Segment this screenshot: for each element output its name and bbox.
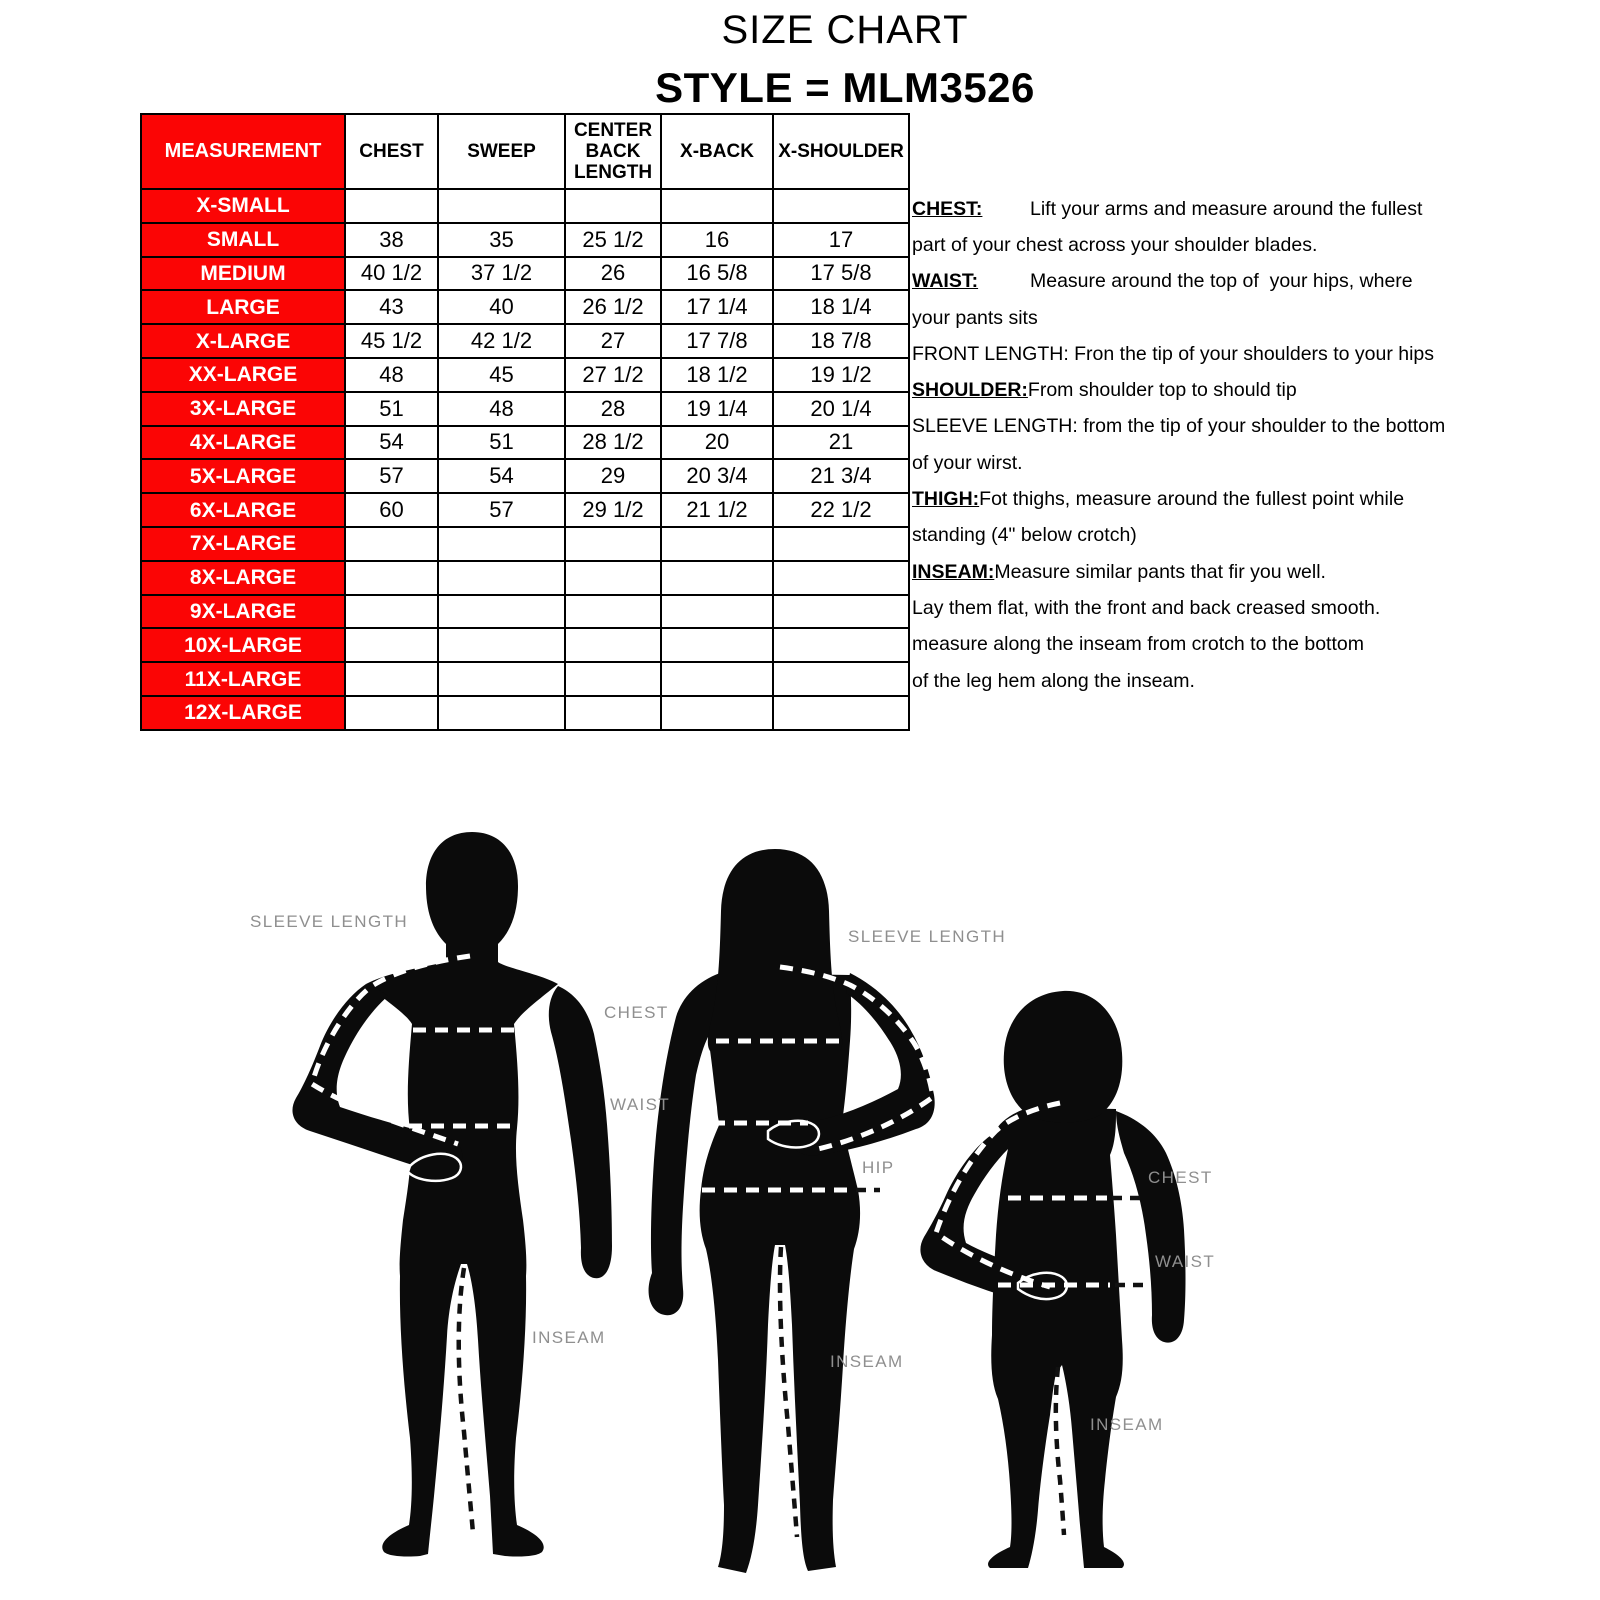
value-cell: 19 1/4: [661, 392, 773, 426]
instruction-text: From shoulder top to should tip: [1027, 379, 1297, 402]
value-cell: [565, 527, 661, 561]
value-cell: 57: [345, 459, 438, 493]
value-cell: 45 1/2: [345, 324, 438, 358]
instruction-line: [912, 481, 1432, 517]
size-label-cell: 7X-LARGE: [141, 527, 345, 561]
value-cell: 29 1/2: [565, 493, 661, 527]
size-label-cell: 10X-LARGE: [141, 628, 345, 662]
instruction-line: [912, 191, 1432, 227]
size-table: [140, 113, 910, 731]
table-row: [141, 324, 909, 358]
size-label-cell: MEDIUM: [141, 257, 345, 291]
value-cell: [438, 696, 565, 730]
value-cell: [345, 696, 438, 730]
value-cell: 45: [438, 358, 565, 392]
table-row: [141, 628, 909, 662]
child-right-arm: [1116, 1111, 1186, 1343]
table-row: [141, 426, 909, 460]
value-cell: 40 1/2: [345, 257, 438, 291]
woman-hand-outline: [768, 1121, 819, 1148]
value-cell: [661, 189, 773, 223]
woman-sleeve-length-label: SLEEVE LENGTH: [848, 927, 1007, 946]
style-number-title: STYLE = MLM3526: [655, 64, 1035, 111]
column-header-chest: CHEST: [345, 114, 438, 189]
instruction-line: [912, 372, 1432, 408]
instruction-text: your pants sits: [912, 306, 1038, 329]
instruction-line: [912, 336, 1435, 372]
value-cell: 22 1/2: [773, 493, 909, 527]
value-cell: 40: [438, 290, 565, 324]
value-cell: 17 7/8: [661, 324, 773, 358]
value-cell: [661, 662, 773, 696]
table-row: [141, 223, 909, 257]
value-cell: 60: [345, 493, 438, 527]
instructions: [912, 191, 1446, 699]
value-cell: [661, 628, 773, 662]
size-label-cell: X-LARGE: [141, 324, 345, 358]
value-cell: 20: [661, 426, 773, 460]
child-body: [920, 1107, 1124, 1568]
instruction-text: Measure similar pants that fir you well.: [994, 560, 1326, 583]
child-inseam-label: INSEAM: [1090, 1415, 1164, 1434]
value-cell: [345, 189, 438, 223]
table-row: [141, 257, 909, 291]
value-cell: 28: [565, 392, 661, 426]
value-cell: 48: [345, 358, 438, 392]
instruction-term: SHOULDER:: [912, 379, 1028, 402]
value-cell: 48: [438, 392, 565, 426]
table-row: [141, 662, 909, 696]
value-cell: [565, 561, 661, 595]
value-cell: 18 1/4: [773, 290, 909, 324]
value-cell: 51: [438, 426, 565, 460]
instruction-line: [912, 445, 1432, 481]
value-cell: 27 1/2: [565, 358, 661, 392]
value-cell: 18 7/8: [773, 324, 909, 358]
value-cell: [661, 696, 773, 730]
value-cell: 18 1/2: [661, 358, 773, 392]
man-inseam-label: INSEAM: [532, 1328, 606, 1347]
value-cell: [773, 595, 909, 629]
instruction-term: THIGH:: [912, 488, 980, 511]
value-cell: 16: [661, 223, 773, 257]
child-inseam-line: [1056, 1367, 1064, 1535]
instruction-text: Measure around the top of your hips, where: [1030, 270, 1413, 293]
value-cell: [565, 662, 661, 696]
instruction-text: measure along the inseam from crotch to the bottom: [912, 633, 1364, 656]
value-cell: 26: [565, 257, 661, 291]
value-cell: [773, 527, 909, 561]
child-head: [1004, 991, 1123, 1123]
instruction-text: part of your chest across your shoulder blades.: [912, 233, 1318, 256]
value-cell: [661, 595, 773, 629]
table-row: [141, 595, 909, 629]
instruction-text: Lift your arms and measure around the fullest: [1030, 197, 1423, 220]
table-row: [141, 696, 909, 730]
woman-inseam-label: INSEAM: [830, 1352, 904, 1371]
instruction-text: Fot thighs, measure around the fullest point while: [979, 488, 1405, 511]
instruction-text: of the leg hem along the inseam.: [912, 669, 1195, 692]
size-label-cell: 5X-LARGE: [141, 459, 345, 493]
value-cell: [438, 527, 565, 561]
value-cell: 17 1/4: [661, 290, 773, 324]
table-row: [141, 358, 909, 392]
child-chest-label: CHEST: [1148, 1168, 1213, 1187]
value-cell: [345, 561, 438, 595]
woman-body: [649, 973, 861, 1573]
value-cell: 37 1/2: [438, 257, 565, 291]
table-row: [141, 561, 909, 595]
child-figure-silhouette: [900, 985, 1240, 1570]
value-cell: [773, 628, 909, 662]
value-cell: 54: [345, 426, 438, 460]
man-sleeve-length-label: SLEEVE LENGTH: [250, 912, 409, 931]
instruction-term: WAIST:: [912, 270, 979, 293]
value-cell: [345, 628, 438, 662]
value-cell: [773, 561, 909, 595]
value-cell: 28 1/2: [565, 426, 661, 460]
size-label-cell: 9X-LARGE: [141, 595, 345, 629]
value-cell: 21 1/2: [661, 493, 773, 527]
table-row: [141, 493, 909, 527]
value-cell: 38: [345, 223, 438, 257]
value-cell: 25 1/2: [565, 223, 661, 257]
instruction-line: [912, 264, 1432, 300]
value-cell: [773, 696, 909, 730]
column-header-x-shoulder: X-SHOULDER: [773, 114, 909, 189]
value-cell: 19 1/2: [773, 358, 909, 392]
value-cell: [438, 189, 565, 223]
column-header-x-back: X-BACK: [661, 114, 773, 189]
value-cell: [565, 595, 661, 629]
table-row: [141, 392, 909, 426]
size-label-cell: SMALL: [141, 223, 345, 257]
size-label-cell: 6X-LARGE: [141, 493, 345, 527]
instruction-line: [912, 300, 1432, 336]
instruction-line: [912, 554, 1432, 590]
value-cell: 57: [438, 493, 565, 527]
size-label-cell: LARGE: [141, 290, 345, 324]
value-cell: [565, 189, 661, 223]
man-inseam-line: [459, 1268, 473, 1533]
instruction-line: [912, 663, 1432, 699]
size-table-body: [141, 189, 909, 730]
value-cell: 21: [773, 426, 909, 460]
instruction-line: [912, 590, 1432, 626]
value-cell: 54: [438, 459, 565, 493]
table-row: [141, 527, 909, 561]
child-waist-label: WAIST: [1155, 1252, 1216, 1271]
value-cell: 42 1/2: [438, 324, 565, 358]
value-cell: [661, 561, 773, 595]
size-table-header-row: [141, 114, 909, 189]
woman-hip-label: HIP: [862, 1158, 895, 1177]
size-label-cell: 8X-LARGE: [141, 561, 345, 595]
value-cell: [345, 527, 438, 561]
value-cell: [565, 696, 661, 730]
size-label-cell: XX-LARGE: [141, 358, 345, 392]
value-cell: 20 3/4: [661, 459, 773, 493]
value-cell: [565, 628, 661, 662]
value-cell: [773, 662, 909, 696]
value-cell: 35: [438, 223, 565, 257]
value-cell: [345, 662, 438, 696]
value-cell: 27: [565, 324, 661, 358]
table-row: [141, 459, 909, 493]
instruction-line: [912, 409, 1446, 445]
value-cell: 16 5/8: [661, 257, 773, 291]
instruction-line: [912, 227, 1432, 263]
woman-hair-head: [708, 849, 842, 1051]
value-cell: 43: [345, 290, 438, 324]
value-cell: [438, 662, 565, 696]
size-label-cell: 4X-LARGE: [141, 426, 345, 460]
value-cell: [345, 595, 438, 629]
value-cell: 51: [345, 392, 438, 426]
value-cell: [438, 628, 565, 662]
instruction-text: SLEEVE LENGTH: from the tip of your shoulder to the bottom: [912, 415, 1446, 438]
value-cell: [773, 189, 909, 223]
value-cell: [661, 527, 773, 561]
instruction-line: [912, 627, 1432, 663]
value-cell: [438, 561, 565, 595]
value-cell: 29: [565, 459, 661, 493]
instruction-text: of your wirst.: [912, 451, 1023, 474]
instruction-term: INSEAM:: [912, 560, 995, 583]
size-label-cell: 3X-LARGE: [141, 392, 345, 426]
size-label-cell: X-SMALL: [141, 189, 345, 223]
page-title: SIZE CHART: [721, 8, 969, 52]
man-chest-label: CHEST: [604, 1003, 669, 1022]
table-row: [141, 189, 909, 223]
size-label-cell: 11X-LARGE: [141, 662, 345, 696]
size-label-cell: 12X-LARGE: [141, 696, 345, 730]
value-cell: 20 1/4: [773, 392, 909, 426]
value-cell: 21 3/4: [773, 459, 909, 493]
man-waist-label: WAIST: [610, 1095, 671, 1114]
column-header-center-back-length: CENTER BACK LENGTH: [565, 114, 661, 189]
instruction-text: FRONT LENGTH: Fron the tip of your shoulders to your hips: [912, 342, 1435, 365]
instruction-line: [912, 518, 1432, 554]
value-cell: 26 1/2: [565, 290, 661, 324]
value-cell: 17: [773, 223, 909, 257]
column-header-measurement: MEASUREMENT: [141, 114, 345, 189]
column-header-sweep: SWEEP: [438, 114, 565, 189]
instruction-text: Lay them flat, with the front and back creased smooth.: [912, 596, 1381, 619]
value-cell: 17 5/8: [773, 257, 909, 291]
table-row: [141, 290, 909, 324]
instruction-text: standing (4" below crotch): [912, 524, 1137, 547]
value-cell: [438, 595, 565, 629]
man-body: [366, 832, 558, 1557]
instruction-term: CHEST:: [912, 197, 983, 220]
